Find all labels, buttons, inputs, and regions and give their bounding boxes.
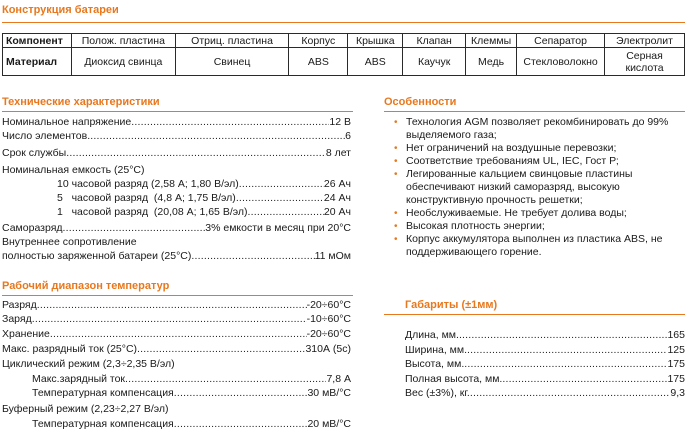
- spec-life: Срок службы ..... 8 лет: [2, 147, 351, 160]
- feature-item: • Легированные кальцием свинцовые пластины обеспечивают низкий саморазряд, высокую конструктивную прочность решетки;: [394, 168, 633, 206]
- dim-length: Длина, мм. ..... 165: [405, 329, 685, 342]
- temp-heading: Рабочий диапазон температур: [2, 280, 170, 292]
- spec-capacity-10h: 10 часовой разряд (2,58 А; 1,80 В/эл) ..... 26 Ач: [57, 178, 351, 191]
- material-cell: Серная кислота: [605, 48, 685, 76]
- dim-height: Высота, мм. ..... 175: [405, 358, 685, 371]
- dim-width: Ширина, мм. ..... 125: [405, 344, 685, 357]
- temp-comp-buffer: Температурная компенсация ..... 20 мВ/°С: [32, 418, 351, 431]
- component-cell: Крышка: [348, 34, 403, 48]
- bullet-icon: •: [394, 156, 398, 167]
- material-cell: Медь: [466, 48, 517, 76]
- feature-item: • Высокая плотность энергии;: [394, 220, 545, 232]
- temp-discharge: Разряд ..... -20÷60°С: [2, 299, 351, 312]
- spec-self-discharge: Саморазряд ..... 3% емкости в месяц при 20°С: [2, 222, 351, 235]
- component-cell: Сепаратор: [517, 34, 605, 48]
- spec-cells: Число элементов ..... 6: [2, 130, 351, 143]
- dim-weight: Вес (±3%), кг. ..... 9,3: [405, 387, 685, 400]
- temp-max-charge: Макс.зарядный ток ..... 7,8 А: [32, 373, 351, 386]
- bullet-icon: •: [394, 221, 398, 232]
- component-cell: Клеммы: [466, 34, 517, 48]
- feature-item: • Технология AGM позволяет рекомбинировать до 99% выделяемого газа;: [394, 116, 669, 141]
- capacity-title: Номинальная емкость (25°С): [2, 164, 145, 176]
- feature-item: • Необслуживаемые. Не требует долива воды;: [394, 207, 627, 219]
- material-cell: Каучук: [403, 48, 466, 76]
- component-cell: Клапан: [403, 34, 466, 48]
- material-cell: Диоксид свинца: [71, 48, 175, 76]
- temp-divider: [2, 295, 353, 296]
- material-row: [3, 48, 685, 76]
- dim-full-height: Полная высота, мм. ..... 175: [405, 373, 685, 386]
- features-heading: Особенности: [384, 96, 457, 108]
- bullet-icon: •: [394, 117, 398, 128]
- material-cell: ABS: [289, 48, 348, 76]
- bullet-icon: •: [394, 234, 398, 245]
- features-divider: [384, 111, 685, 112]
- spec-capacity-5h: 5 часовой разряд (4,8 А; 1,75 В/эл) ..... 24 Ач: [57, 192, 351, 205]
- component-cell: Корпус: [289, 34, 348, 48]
- material-cell: Стекловолокно: [517, 48, 605, 76]
- material-row-label: Материал: [3, 48, 72, 76]
- temp-max-discharge: Макс. разрядный ток (25°С) ..... 310А (5с): [2, 343, 351, 356]
- feature-item: • Соответствие требованиям UL, IEC, Гост Р;: [394, 155, 619, 167]
- tech-divider: [2, 111, 353, 112]
- component-row-label: Компонент: [3, 34, 72, 48]
- feature-item: • Корпус аккумулятора выполнен из пластика ABS, не поддерживающего горение.: [394, 233, 663, 258]
- temp-storage: Хранение ..... -20÷60°С: [2, 328, 351, 341]
- bullet-icon: •: [394, 208, 398, 219]
- construction-heading: Конструкция батареи: [2, 4, 119, 16]
- component-cell: Отриц. пластина: [175, 34, 289, 48]
- construction-divider: [2, 22, 685, 23]
- spec-capacity-1h: 1 часовой разряд (20,08 А; 1,65 В/эл) ..... 20 Ач: [57, 206, 351, 219]
- material-cell: Свинец: [175, 48, 289, 76]
- component-cell: Электролит: [605, 34, 685, 48]
- features-list: [393, 116, 685, 259]
- spec-resistance: полностью заряженной батареи (25°С) ..... 11 мОм: [2, 250, 351, 263]
- component-cell: Полож. пластина: [71, 34, 175, 48]
- dims-divider: [384, 314, 685, 315]
- cyclic-title: Циклический режим (2,3÷2,35 В/эл): [2, 358, 175, 370]
- spec-nominal-voltage: Номинальное напряжение ..... 12 В: [2, 116, 351, 129]
- bullet-icon: •: [394, 169, 398, 180]
- feature-item: • Нет ограничений на воздушные перевозки;: [394, 142, 617, 154]
- resistance-title: Внутреннее сопротивление: [2, 236, 137, 248]
- buffer-title: Буферный режим (2,23÷2,27 В/эл): [2, 403, 169, 415]
- material-cell: ABS: [348, 48, 403, 76]
- component-row: [3, 34, 685, 48]
- temp-comp-cyclic: Температурная компенсация ..... 30 мВ/°С: [32, 387, 351, 400]
- tech-heading: Технические характеристики: [2, 96, 160, 108]
- bullet-icon: •: [394, 143, 398, 154]
- dims-heading: Габариты (±1мм): [405, 299, 498, 311]
- temp-charge: Заряд ..... -10÷60°С: [2, 313, 351, 326]
- components-table: [2, 33, 685, 76]
